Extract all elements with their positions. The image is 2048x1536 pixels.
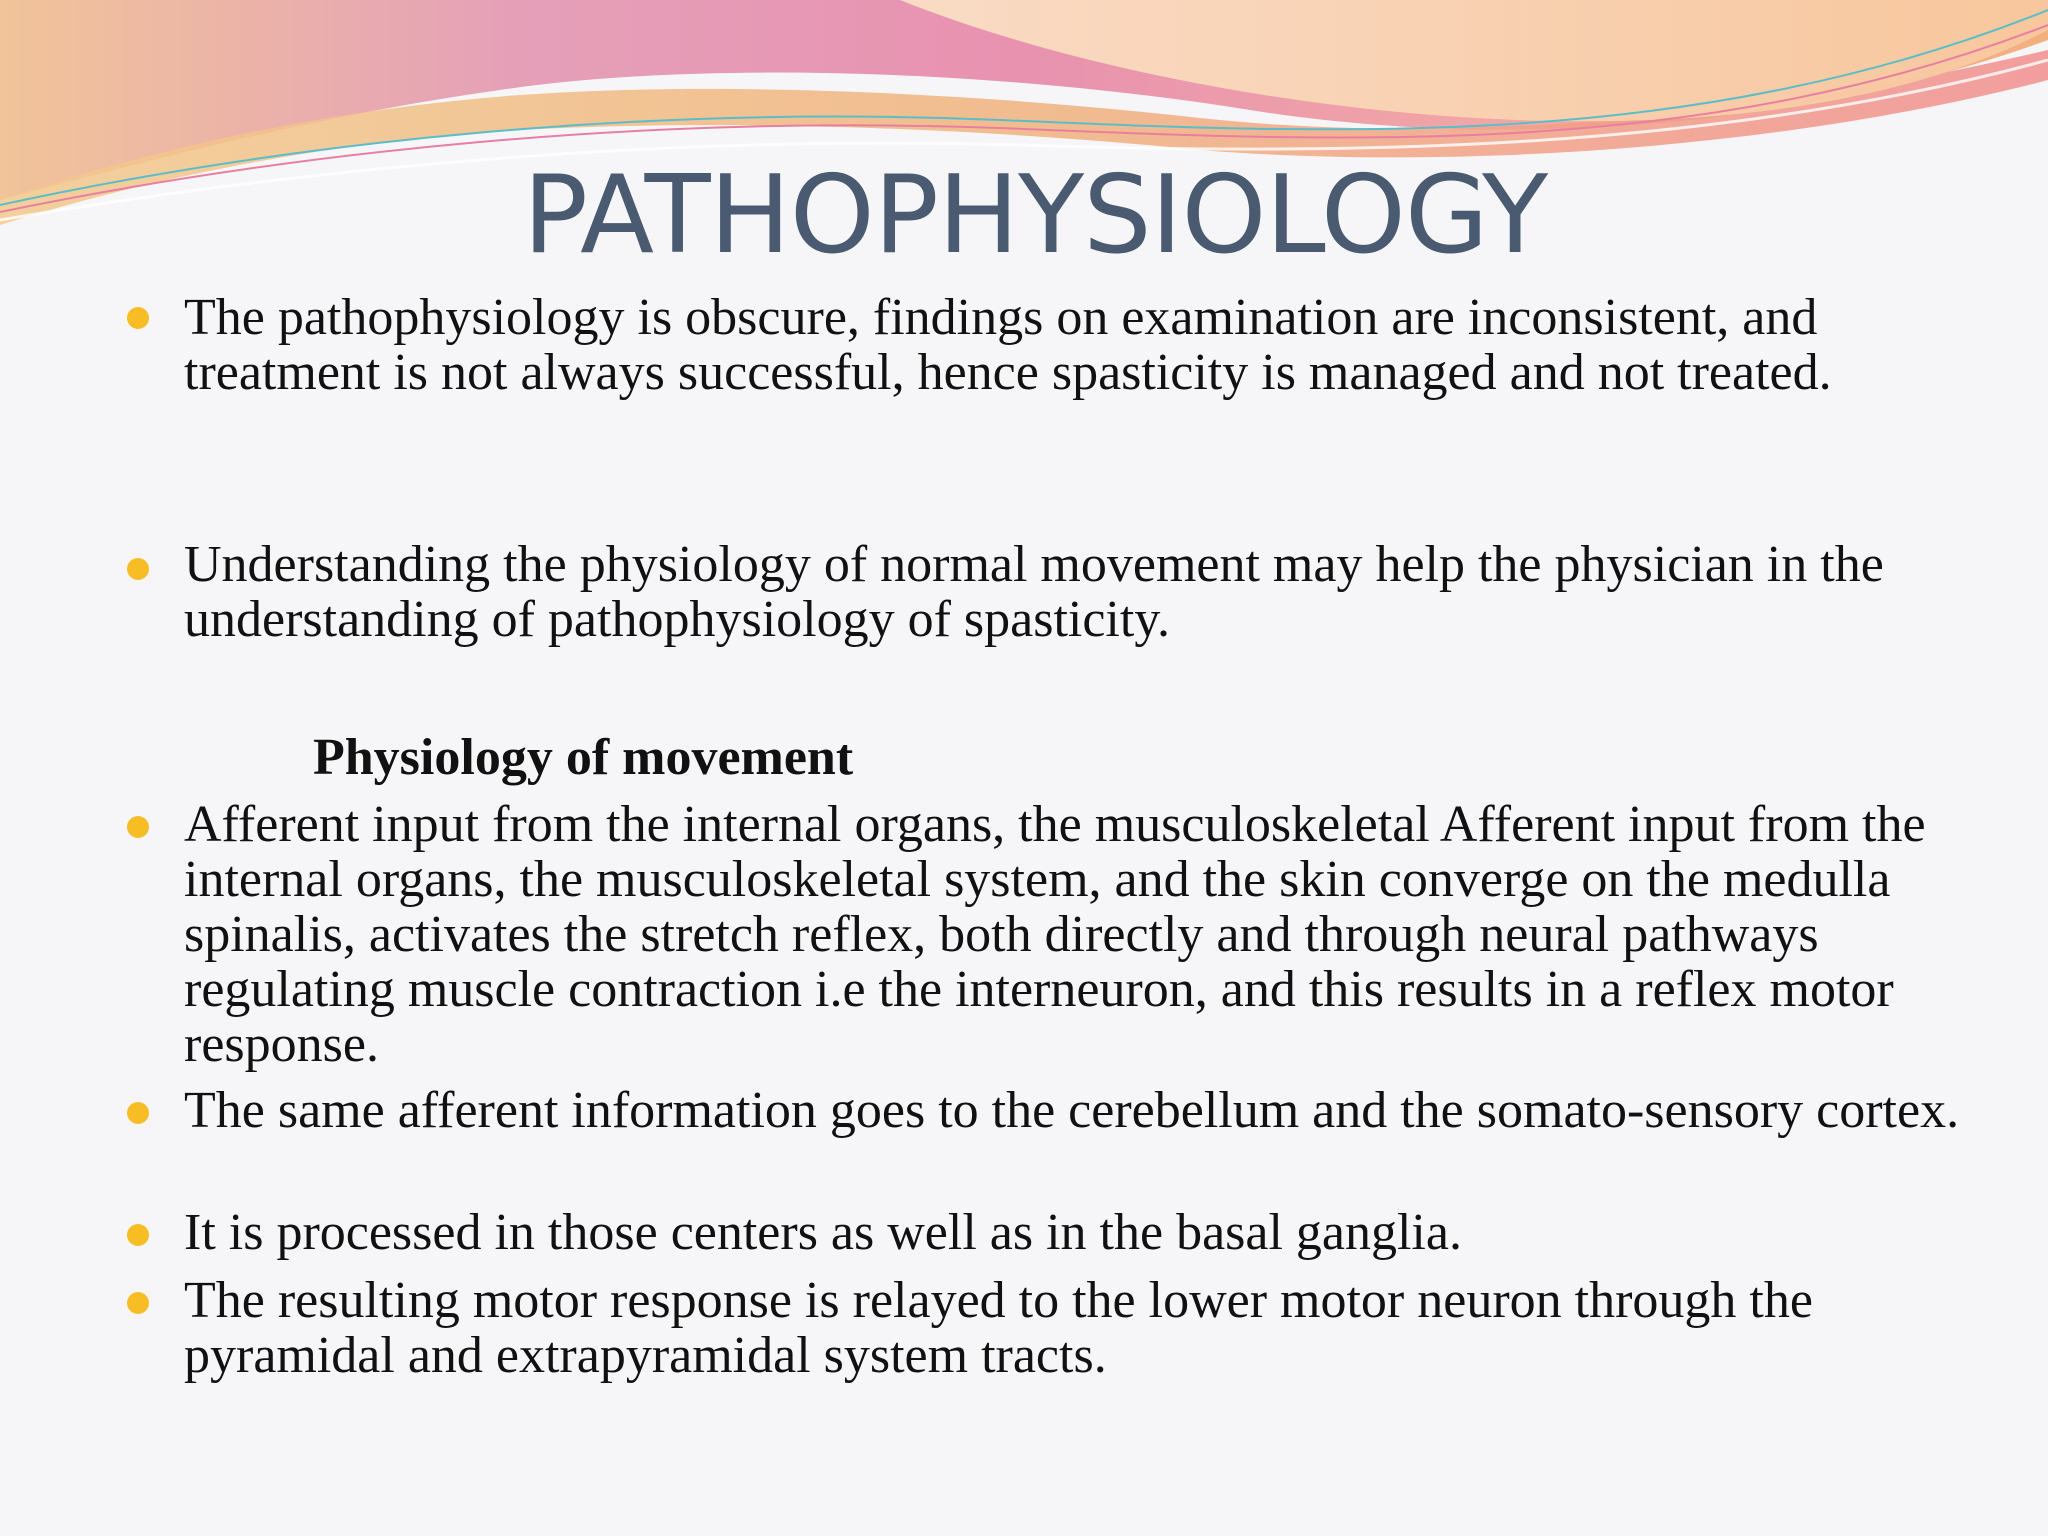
bullet-same-afferent-information: The same afferent information goes to the cerebellum and the somato-sensory cortex.	[184, 1082, 1960, 1139]
bullet-dot-icon	[127, 1224, 149, 1246]
bullet-pathophysiology-obscure: The pathophysiology is obscure, findings on examination are inconsistent, and treatment is not always successful, hence spasticity is managed and not treated.	[184, 289, 1832, 401]
bullet-dot-icon	[127, 816, 149, 838]
bullet-afferent-input: Afferent input from the internal organs, the musculoskeletal Afferent input from the internal organs, the musculoskeletal system, and the skin converge on the medulla spinalis, activates the stretch reflex, both directly and through neural pathways regulating muscle contraction i.e the interneuron, and this results in a reflex motor response.	[184, 796, 1926, 1073]
bullet-resulting-motor-response: The resulting motor response is relayed to the lower motor neuron through the pyramidal and extrapyramidal system tracts.	[184, 1272, 1813, 1384]
section-subheading: Physiology of movement	[313, 729, 854, 786]
bullet-processed-centers: It is processed in those centers as well as in the basal ganglia.	[184, 1204, 1462, 1261]
bullet-dot-icon	[127, 1292, 149, 1314]
bullet-dot-icon	[127, 1102, 149, 1124]
bullet-understanding-physiology: Understanding the physiology of normal movement may help the physician in the understanding of pathophysiology of spasticity.	[184, 536, 1884, 648]
slide-title: PATHOPHYSIOLOGY	[522, 153, 1548, 278]
bullet-dot-icon	[127, 307, 149, 329]
bullet-dot-icon	[127, 558, 149, 580]
